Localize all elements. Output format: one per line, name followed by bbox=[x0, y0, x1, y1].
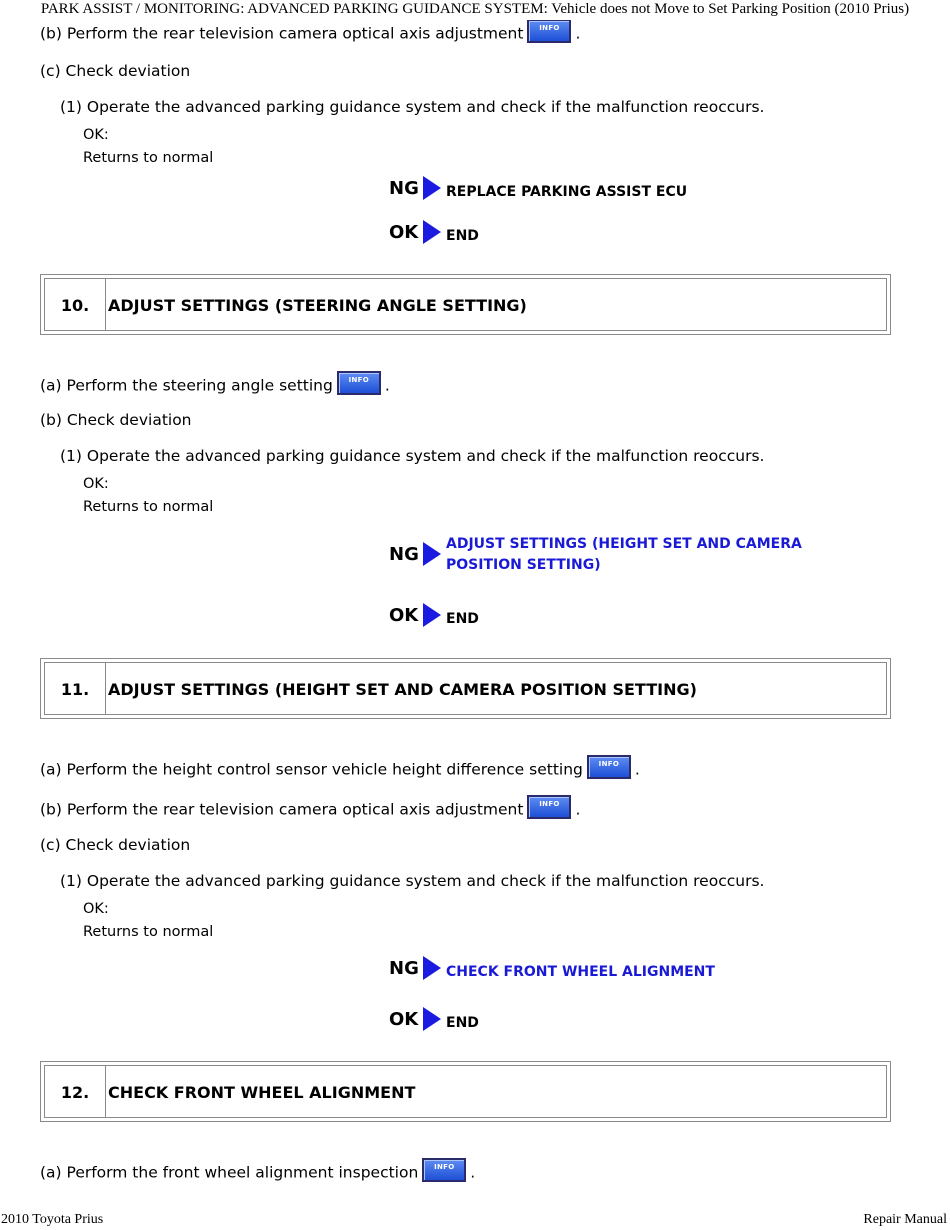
info-button[interactable]: INFO bbox=[587, 755, 631, 779]
ng-label: NG bbox=[389, 544, 419, 565]
step-number: 10. bbox=[45, 279, 106, 330]
footer-left: 2010 Toyota Prius bbox=[1, 1212, 104, 1227]
arrow-right-icon bbox=[423, 542, 441, 566]
step10-ok-label: OK: bbox=[83, 476, 109, 492]
info-button[interactable]: INFO bbox=[527, 795, 571, 819]
arrow-right-icon bbox=[423, 220, 441, 244]
step11-b: (b) Perform the rear television camera optical axis adjustment INFO . bbox=[40, 798, 580, 822]
step10-ok-value: Returns to normal bbox=[83, 499, 214, 515]
page-header: PARK ASSIST / MONITORING: ADVANCED PARKING GUIDANCE SYSTEM: Vehicle does not Move to Set Parking Position (2010 Prius) bbox=[0, 0, 950, 20]
step-number: 11. bbox=[45, 663, 106, 714]
step-title: CHECK FRONT WHEEL ALIGNMENT bbox=[108, 1083, 416, 1102]
step11-a: (a) Perform the height control sensor vehicle height difference setting INFO . bbox=[40, 758, 640, 782]
top-step-b: (b) Perform the rear television camera optical axis adjustment INFO . bbox=[40, 22, 580, 46]
step10-ng-target-link[interactable]: ADJUST SETTINGS (HEIGHT SET AND CAMERA POSITION SETTING) bbox=[446, 536, 802, 573]
ok-label: OK bbox=[389, 605, 419, 626]
step11-ok-target: END bbox=[446, 1015, 479, 1031]
step11-c: (c) Check deviation bbox=[40, 836, 191, 854]
step-10-header bbox=[40, 274, 891, 335]
step12-a: (a) Perform the front wheel alignment inspection INFO . bbox=[40, 1161, 475, 1185]
footer-right: Repair Manual bbox=[863, 1212, 947, 1227]
arrow-right-icon bbox=[423, 176, 441, 200]
arrow-right-icon bbox=[423, 603, 441, 627]
step-12-header bbox=[40, 1061, 891, 1122]
top-step-c1: (1) Operate the advanced parking guidance system and check if the malfunction reoccurs. bbox=[60, 98, 765, 116]
ok-label: OK bbox=[389, 1009, 419, 1030]
step-title: ADJUST SETTINGS (HEIGHT SET AND CAMERA POSITION SETTING) bbox=[108, 680, 697, 699]
ng-label: NG bbox=[389, 958, 419, 979]
top-ng-target: REPLACE PARKING ASSIST ECU bbox=[446, 184, 688, 200]
ng-label: NG bbox=[389, 178, 419, 199]
top-ok-label: OK: bbox=[83, 127, 109, 143]
step11-ng-target-link[interactable]: CHECK FRONT WHEEL ALIGNMENT bbox=[446, 964, 715, 980]
step-number: 12. bbox=[45, 1066, 106, 1117]
step-11-header bbox=[40, 658, 891, 719]
step-title: ADJUST SETTINGS (STEERING ANGLE SETTING) bbox=[108, 296, 527, 315]
step11-ok-value: Returns to normal bbox=[83, 924, 214, 940]
ok-label: OK bbox=[389, 222, 419, 243]
step10-b1: (1) Operate the advanced parking guidance system and check if the malfunction reoccurs. bbox=[60, 447, 765, 465]
top-ok-target: END bbox=[446, 228, 479, 244]
step11-ok-label: OK: bbox=[83, 901, 109, 917]
step10-a: (a) Perform the steering angle setting INFO . bbox=[40, 374, 390, 398]
arrow-right-icon bbox=[423, 956, 441, 980]
step10-ok-target: END bbox=[446, 611, 479, 627]
top-step-c: (c) Check deviation bbox=[40, 62, 191, 80]
arrow-right-icon bbox=[423, 1007, 441, 1031]
info-button[interactable]: INFO bbox=[527, 19, 571, 43]
step11-c1: (1) Operate the advanced parking guidance system and check if the malfunction reoccurs. bbox=[60, 872, 765, 890]
step10-b: (b) Check deviation bbox=[40, 411, 192, 429]
info-button[interactable]: INFO bbox=[337, 371, 381, 395]
top-ok-value: Returns to normal bbox=[83, 150, 214, 166]
info-button[interactable]: INFO bbox=[422, 1158, 466, 1182]
